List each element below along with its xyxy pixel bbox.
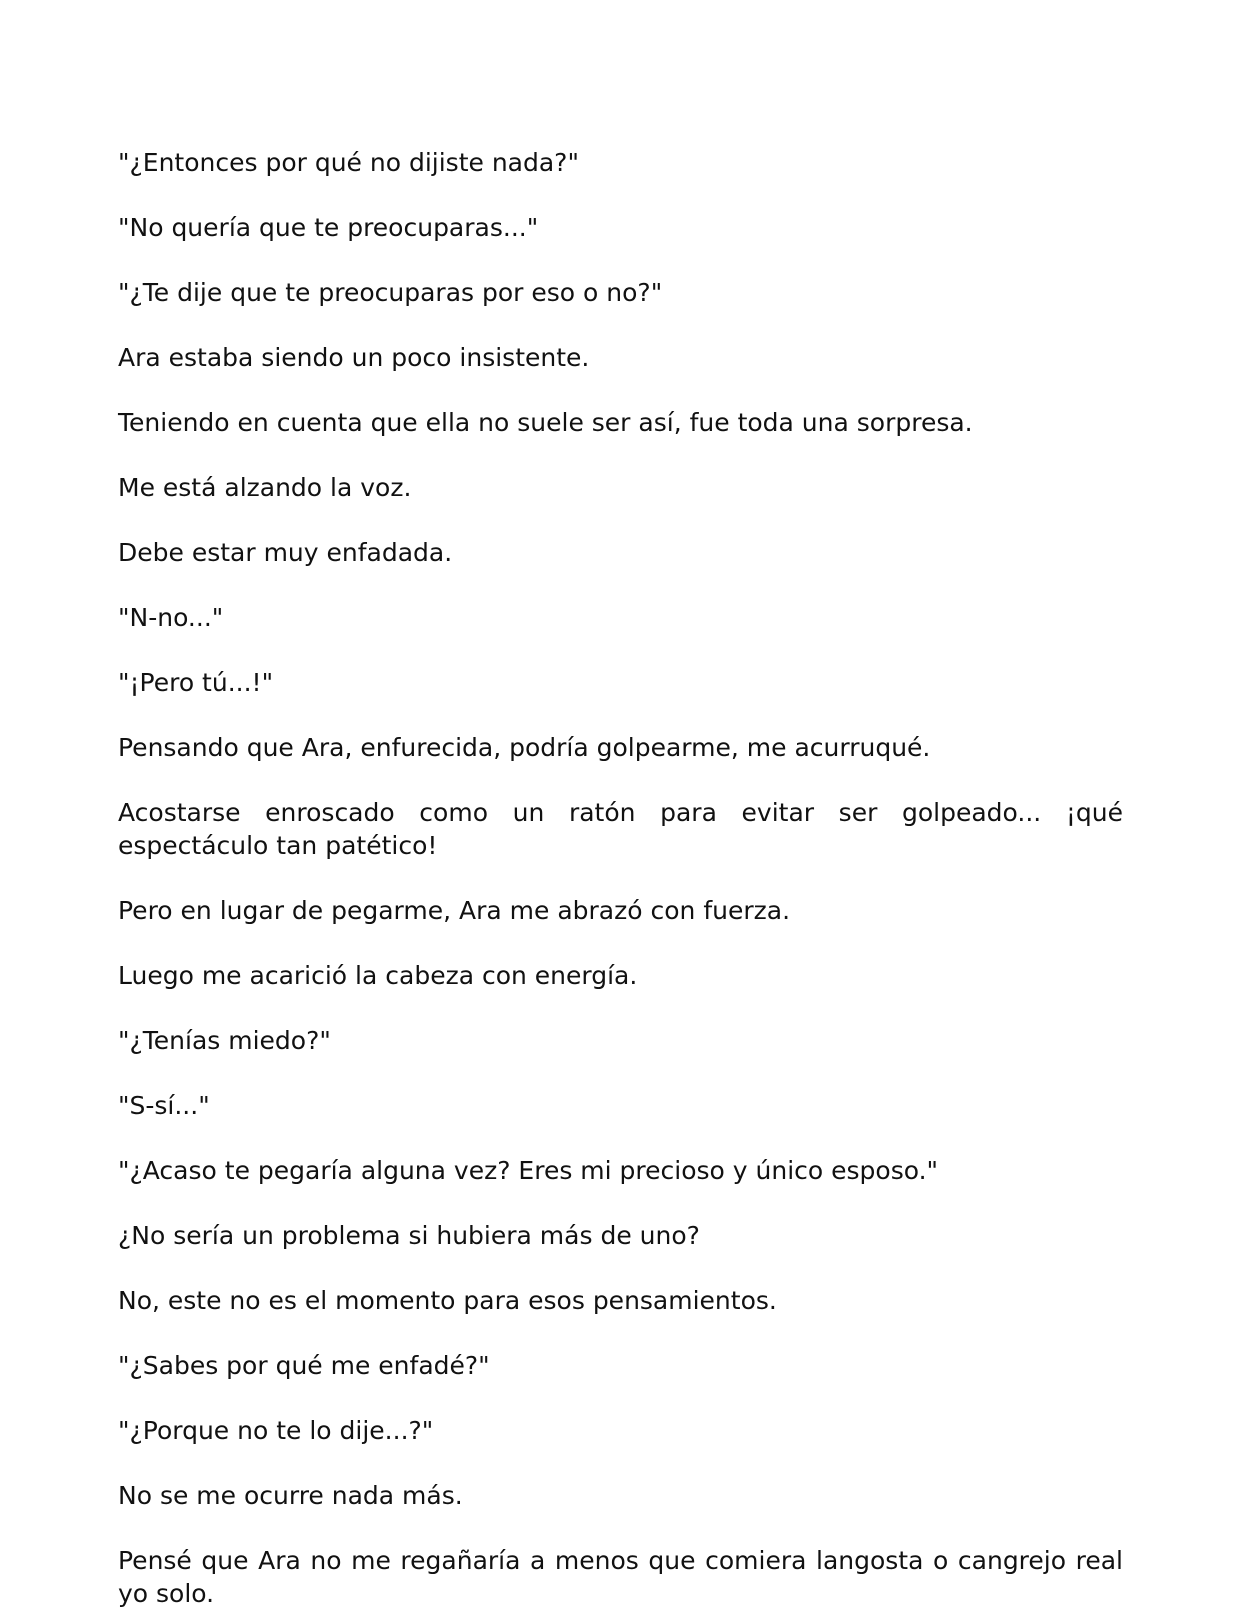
paragraph-17: ¿No sería un problema si hubiera más de uno? xyxy=(118,1221,700,1250)
paragraph-11: Acostarse enroscado como un ratón para evitar ser golpeado... ¡qué espectáculo tan patético! xyxy=(118,798,1123,860)
paragraph-8: "N-no..." xyxy=(118,603,224,632)
paragraph-3: "¿Te dije que te preocuparas por eso o no?" xyxy=(118,278,663,307)
paragraph-16: "¿Acaso te pegaría alguna vez? Eres mi precioso y único esposo." xyxy=(118,1156,939,1185)
paragraph-5: Teniendo en cuenta que ella no suele ser así, fue toda una sorpresa. xyxy=(118,408,973,437)
paragraph-9: "¡Pero tú...!" xyxy=(118,668,274,697)
paragraph-19: "¿Sabes por qué me enfadé?" xyxy=(118,1351,490,1380)
paragraph-6: Me está alzando la voz. xyxy=(118,473,412,502)
paragraph-13: Luego me acarició la cabeza con energía. xyxy=(118,961,638,990)
document-body xyxy=(118,146,1123,1610)
paragraph-18: No, este no es el momento para esos pensamientos. xyxy=(118,1286,777,1315)
paragraph-7: Debe estar muy enfadada. xyxy=(118,538,453,567)
paragraph-1: "¿Entonces por qué no dijiste nada?" xyxy=(118,148,579,177)
paragraph-4: Ara estaba siendo un poco insistente. xyxy=(118,343,590,372)
paragraph-10: Pensando que Ara, enfurecida, podría golpearme, me acurruqué. xyxy=(118,733,931,762)
paragraph-12: Pero en lugar de pegarme, Ara me abrazó con fuerza. xyxy=(118,896,791,925)
paragraph-21: No se me ocurre nada más. xyxy=(118,1481,463,1510)
paragraph-15: "S-sí..." xyxy=(118,1091,210,1120)
paragraph-2: "No quería que te preocuparas..." xyxy=(118,213,539,242)
paragraph-22: Pensé que Ara no me regañaría a menos que comiera langosta o cangrejo real yo solo. xyxy=(118,1546,1123,1608)
paragraph-20: "¿Porque no te lo dije...?" xyxy=(118,1416,434,1445)
paragraph-14: "¿Tenías miedo?" xyxy=(118,1026,331,1055)
